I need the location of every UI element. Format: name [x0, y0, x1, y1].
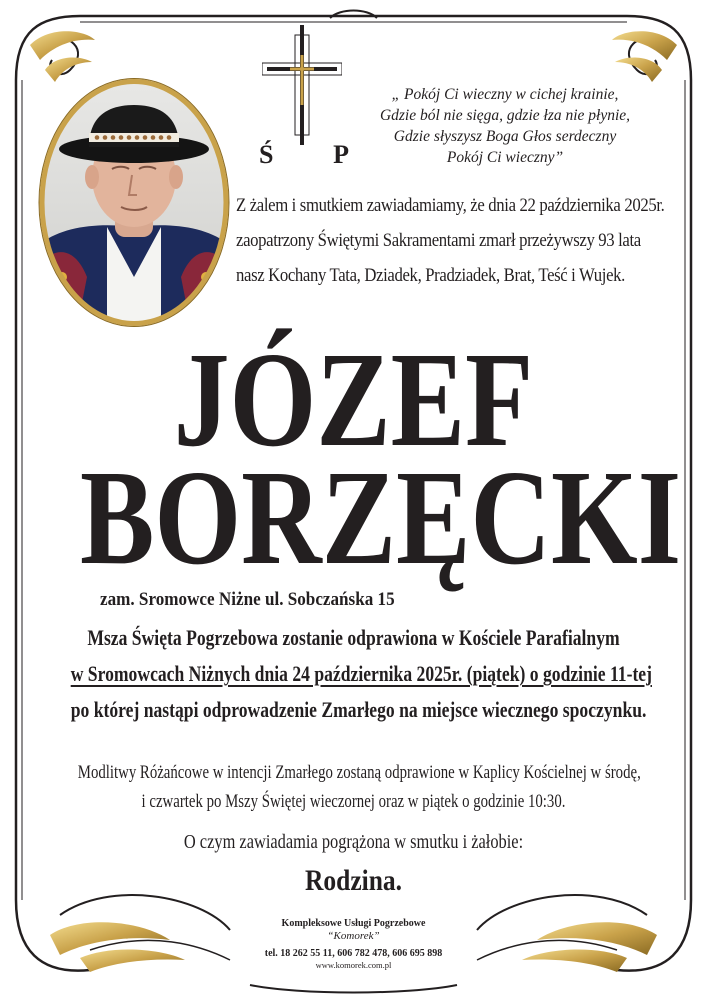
company-name: “Komorek” [327, 930, 380, 942]
poem-line: Pokój Ci wieczny” [446, 149, 564, 166]
funeral-company-info [230, 918, 477, 970]
deceased-last-name: BORZĘCKI [80, 443, 682, 593]
mass-line-1: Msza Święta Pogrzebowa zostanie odprawiona w Kościele Parafialnym [87, 625, 620, 650]
initial-right: P [333, 140, 349, 169]
company-services: Kompleksowe Usługi Pogrzebowe [281, 918, 426, 929]
family-signature: Rodzina. [304, 864, 403, 897]
intro-line: Z żalem i smutkiem zawiadamiamy, że dnia 22 października 2025r. [236, 195, 665, 216]
poem-line: „ Pokój Ci wieczny w cichej krainie, [391, 86, 619, 103]
initial-left: Ś [259, 140, 274, 169]
announcement-intro [236, 188, 665, 293]
prayer-line-1: Modlitwy Różańcowe w intencji Zmarłego zostaną odprawione w Kaplicy Kościelnej w środę, [77, 762, 641, 783]
deceased-address: zam. Sromowce Niżne ul. Sobczańska 15 [100, 589, 395, 610]
intro-line: zaopatrzony Świętymi Sakramentami zmarł przeżywszy 93 lata [236, 230, 641, 251]
intro-line: nasz Kochany Tata, Dziadek, Pradziadek, Brat, Teść i Wujek. [236, 265, 625, 286]
prayer-line-2: i czwartek po Mszy Świętej wieczornej oraz w piątek o godzinie 10:30. [141, 791, 566, 812]
company-phones: tel. 18 262 55 11, 606 782 478, 606 695 898 [264, 948, 443, 959]
deceased-portrait [37, 77, 231, 328]
funeral-mass-info [70, 620, 652, 728]
poem-line: Gdzie ból nie sięga, gdzie łza nie płynie, [379, 107, 631, 124]
company-website: www.komorek.com.pl [315, 960, 392, 970]
initials-sp [259, 140, 349, 170]
mass-line-3: po której nastąpi odprowadzenie Zmarłego na miejsce wiecznego spoczynku. [70, 697, 647, 722]
poem-line: Gdzie słyszysz Boga Głos serdeczny [393, 128, 617, 145]
mass-line-2: w Sromowcach Niżnych dnia 24 października 2025r. (piątek) o godzinie 11-tej [70, 661, 652, 686]
deceased-first-name: JÓZEF [173, 325, 534, 475]
rosary-prayer-info [77, 758, 641, 816]
mourning-notice: O czym zawiadamia pogrążona w smutku i żałobie: [183, 831, 524, 853]
poem [330, 84, 680, 168]
